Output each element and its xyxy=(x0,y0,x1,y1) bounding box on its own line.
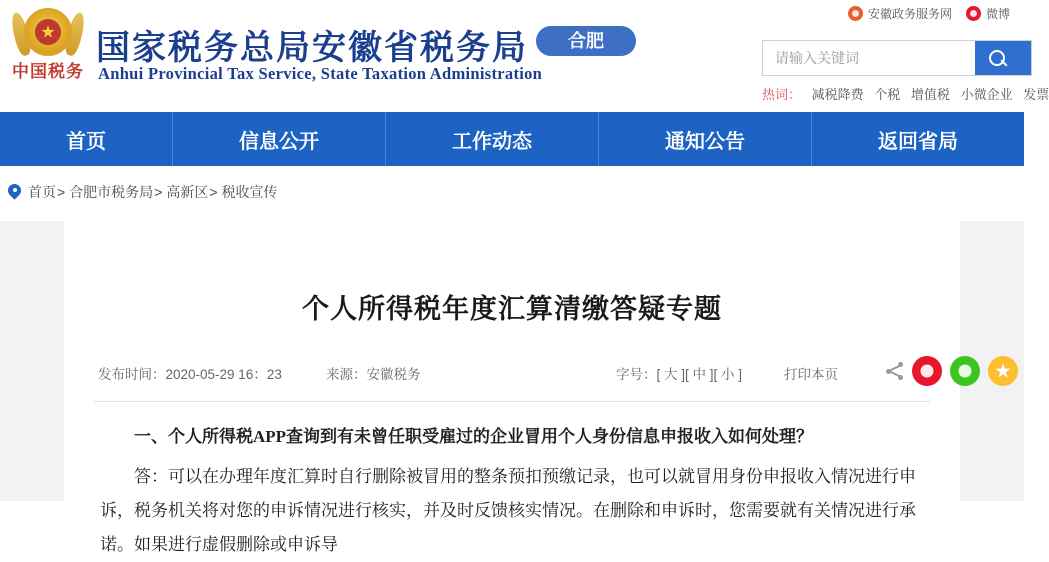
print-page-button[interactable]: 打印本页 xyxy=(784,367,838,382)
publish-time-value: 2020-05-29 16：23 xyxy=(165,367,282,382)
breadcrumb-item-3[interactable]: 税收宣传 xyxy=(221,184,278,200)
font-size-small[interactable]: [ 小 ] xyxy=(713,367,743,382)
article-source xyxy=(326,363,421,383)
breadcrumb-item-0[interactable]: 首页 xyxy=(28,184,56,200)
weibo-share-icon[interactable] xyxy=(912,356,942,386)
topbar-label-0: 安徽政务服务网 xyxy=(867,6,952,21)
location-pin-icon xyxy=(8,184,21,201)
font-size-label: 字号： xyxy=(616,367,657,382)
hot-word-2[interactable]: 增值税 xyxy=(910,87,950,102)
breadcrumb-separator-0: > xyxy=(57,184,66,200)
search-box xyxy=(762,40,1032,76)
hot-word-3[interactable]: 小微企业 xyxy=(960,87,1013,102)
emblem-text: 中国税务 xyxy=(12,62,84,81)
breadcrumb-item-2[interactable]: 高新区 xyxy=(166,184,209,200)
source-value: 安徽税务 xyxy=(366,367,421,382)
font-size-control xyxy=(616,363,742,383)
publish-time-label: 发布时间： xyxy=(98,367,166,382)
publish-time xyxy=(98,363,282,383)
article-container xyxy=(64,221,960,554)
breadcrumb xyxy=(8,182,278,202)
font-size-large[interactable]: [ 大 ] xyxy=(656,367,686,382)
nav-item-work-updates[interactable]: 工作动态 xyxy=(386,112,599,166)
search-button[interactable] xyxy=(975,41,1031,75)
topbar-link-anhui-gov-service[interactable] xyxy=(848,5,952,22)
breadcrumb-separator-2: > xyxy=(209,184,218,200)
font-size-medium[interactable]: [ 中 ] xyxy=(685,367,714,382)
breadcrumb-separator-1: > xyxy=(154,184,163,200)
search-icon xyxy=(989,50,1005,66)
hot-word-4[interactable]: 发票 xyxy=(1023,87,1049,102)
hot-word-1[interactable]: 个税 xyxy=(874,87,901,102)
topbar-label-1: 微博 xyxy=(985,6,1010,21)
breadcrumb-item-1[interactable]: 合肥市税务局 xyxy=(69,184,154,200)
source-label: 来源： xyxy=(326,367,367,382)
hot-words xyxy=(762,84,1049,103)
article-meta xyxy=(94,359,930,402)
nav-item-back-province[interactable]: 返回省局 xyxy=(878,130,958,153)
site-title-english: Anhui Provincial Tax Service, State Taxation Administration xyxy=(98,64,543,83)
tax-emblem-logo xyxy=(8,6,88,106)
topbar-link-weibo[interactable] xyxy=(966,5,1010,22)
nav-item-info-public[interactable]: 信息公开 xyxy=(173,112,386,166)
qzone-share-icon[interactable] xyxy=(988,356,1018,386)
article-paragraph-question: 一、个人所得税APP查询到有未曾任职受雇过的企业冒用个人身份信息申报收入如何处理？ xyxy=(134,427,814,446)
article-paragraph-answer: 答：可以在办理年度汇算时自行删除被冒用的整条预扣预缴记录，也可以就冒用身份申报收入情况进行申诉，税务机关将对您的申诉情况进行核实，并及时反馈核实情况。在删除和申诉时，您需要就有关情况进行承诺。如果进行虚假删除或申诉导 xyxy=(100,467,916,554)
hot-words-label: 热词： xyxy=(762,87,802,102)
main-navigation xyxy=(0,112,1024,166)
emblem-graphic xyxy=(14,6,82,60)
site-header xyxy=(0,0,1049,112)
nav-item-notices[interactable]: 通知公告 xyxy=(599,112,812,166)
site-title-chinese: 国家税务总局安徽省税务局 xyxy=(96,30,528,67)
weibo-icon xyxy=(966,6,981,21)
share-bar xyxy=(884,356,1018,386)
page-title: 个人所得税年度汇算清缴答疑专题 xyxy=(302,294,722,324)
gear-star-icon xyxy=(24,8,72,56)
hot-word-0[interactable]: 减税降费 xyxy=(811,87,864,102)
search-input[interactable] xyxy=(763,41,975,75)
wechat-share-icon[interactable] xyxy=(950,356,980,386)
anhui-gov-service-icon xyxy=(848,6,863,21)
nav-item-home[interactable]: 首页 xyxy=(0,112,173,166)
breadcrumb-bar xyxy=(0,166,1024,222)
share-icon[interactable] xyxy=(886,362,904,380)
city-badge[interactable]: 合肥 xyxy=(536,26,636,56)
article-body xyxy=(100,420,924,562)
